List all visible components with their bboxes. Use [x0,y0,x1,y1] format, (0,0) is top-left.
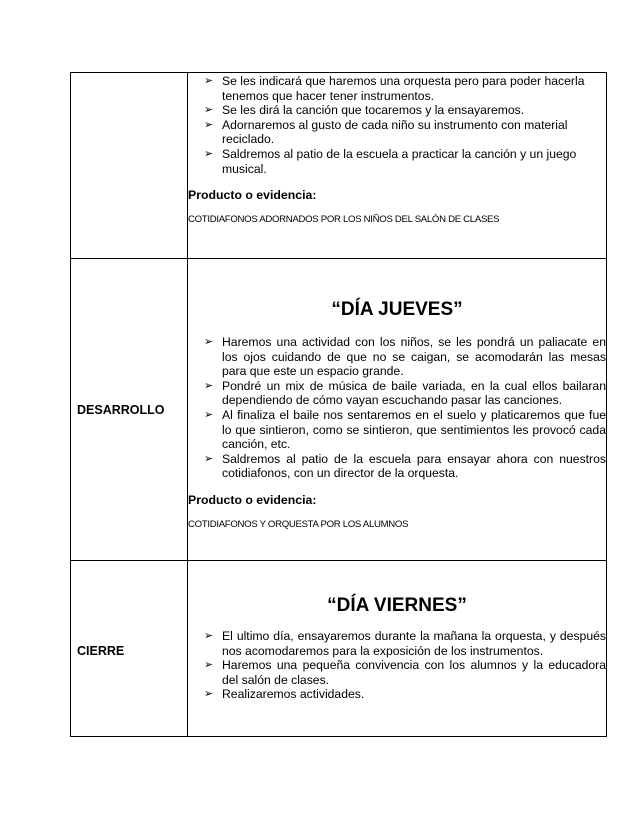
arrow-bullet-icon: ➢ [204,408,214,421]
list-item [204,687,606,702]
list-item-text: Al finaliza el baile nos sentaremos en el suelo y platicaremos que fue lo que sintieron, como se sintieron, que sentimientos les provocó cada canción, etc. [222,407,606,452]
arrow-bullet-icon: ➢ [204,379,214,392]
arrow-bullet-icon: ➢ [204,688,214,701]
activity-list [188,74,606,176]
row-label-cell [71,561,188,737]
arrow-bullet-icon: ➢ [204,452,214,465]
lesson-plan-table [70,72,607,737]
arrow-bullet-icon: ➢ [204,118,214,131]
list-item-text: Pondré un mix de música de baile variada, en la cual ellos bailaran dependiendo de cómo vayan escuchando pasar las canciones. [222,378,606,408]
list-item-text: Realizaremos actividades. [222,687,365,702]
evidence-title: Producto o evidencia: [188,188,317,203]
day-title: “DÍA JUEVES” [331,299,463,320]
list-item [204,658,606,687]
table-row [71,561,607,737]
row-label: CIERRE [77,643,125,658]
list-item [204,103,606,118]
list-item [204,629,606,658]
arrow-bullet-icon: ➢ [204,336,214,348]
evidence-text: COTIDIAFONOS Y ORQUESTA POR LOS ALUMNOS [188,518,409,530]
list-item-text: Se les indicará que haremos una orquesta pero para poder hacerla tenemos que hacer tener instrumentos. [222,74,585,103]
list-item-text: Haremos una pequeña convivencia con los alumnos y la educadora del salón de clases. [222,658,606,687]
table-row [71,73,607,259]
list-item [204,335,606,379]
list-item [204,379,606,408]
list-item-text: Se les dirá la canción que tocaremos y la ensayaremos. [222,103,525,118]
arrow-bullet-icon: ➢ [204,75,214,87]
activity-list [188,335,606,481]
list-item-text: El ultimo día, ensayaremos durante la mañana la orquesta, y después nos acomodaremos para la exposición de los instrumentos. [222,629,606,658]
arrow-bullet-icon: ➢ [204,104,214,117]
arrow-bullet-icon: ➢ [204,659,214,672]
row-label-cell [71,73,188,259]
list-item-text: Saldremos al patio de la escuela a practicar la canción y un juego musical. [222,146,577,176]
list-item [204,147,606,176]
list-item-text: Adornaremos al gusto de cada niño su instrumento con material reciclado. [222,117,568,147]
evidence-title: Producto o evidencia: [188,492,317,507]
row-content-cell [188,73,607,259]
evidence-text: COTIDIAFONOS ADORNADOS POR LOS NIÑOS DEL SALÓN DE CLASES [188,214,500,226]
list-item [204,408,606,452]
row-label: DESARROLLO [77,402,165,417]
list-item [204,452,606,481]
table-row [71,259,607,561]
arrow-bullet-icon: ➢ [204,630,214,642]
list-item-text: Haremos una actividad con los niños, se les pondrá un paliacate en los ojos cuidando de que no se caigan, se acomodarán las mesas para que este un espacio grande. [222,335,606,379]
activity-list [188,629,606,702]
list-item [204,74,606,103]
row-content-cell [188,259,607,561]
arrow-bullet-icon: ➢ [204,147,214,160]
row-content-cell [188,561,607,737]
day-title: “DÍA VIERNES” [327,595,467,616]
row-label-cell [71,259,188,561]
list-item-text: Saldremos al patio de la escuela para ensayar ahora con nuestros cotidiafonos, con un director de la orquesta. [222,451,606,481]
list-item [204,118,606,147]
